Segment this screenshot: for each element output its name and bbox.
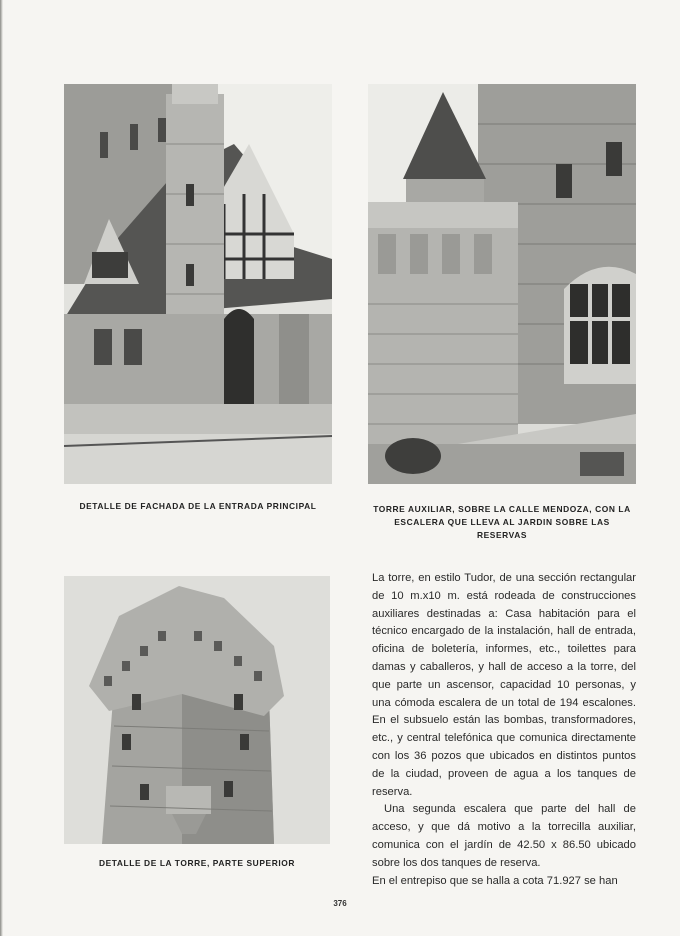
paragraph-2: Una segunda escalera que parte del hall de acceso, y que dá motivo a la torrecilla auxiliar, comunica con el jardín de 42.50 x 86.50 ubicado sobre los dos tanques de reserva. (372, 803, 636, 869)
photo-auxiliary-tower (368, 84, 636, 484)
caption-tower-top: DETALLE DE LA TORRE, PARTE SUPERIOR (98, 858, 296, 868)
page-number: 376 (333, 899, 347, 908)
paragraph-3: En el entrepiso que se halla a cota 71.927 se han (372, 874, 618, 887)
caption-auxiliary-tower: TORRE AUXILIAR, SOBRE LA CALLE MENDOZA, CON LA ESCALERA QUE LLEVA AL JARDIN SOBRE LAS RESERVAS (373, 504, 631, 540)
photo-tower-top (64, 576, 330, 844)
paragraph-1: La torre, en estilo Tudor, de una sección rectangular de 10 m.x10 m. está rodeada de construcciones auxiliares destinadas a: Casa habitación para el técnico encargado de la instalación, hall de entrada, oficina de boletería, informes, etc., toilettes para damas y caballeros, y hall de acceso a la torre, del que parte un ascensor, capacidad 10 personas, y una cómoda escalera de un total de 194 escalones. En el subsuelo están las bombas, transformadores, etc., y central telefónica que comunica directamente con los 36 pozos que ubicados en distintos puntos de la ciudad, proveen de agua a los tanques de reserva. (372, 572, 636, 798)
body-text (372, 570, 636, 890)
photo-facade (64, 84, 332, 484)
page-edge-shadow (0, 0, 3, 936)
caption-facade: DETALLE DE FACHADA DE LA ENTRADA PRINCIPAL (79, 501, 317, 511)
